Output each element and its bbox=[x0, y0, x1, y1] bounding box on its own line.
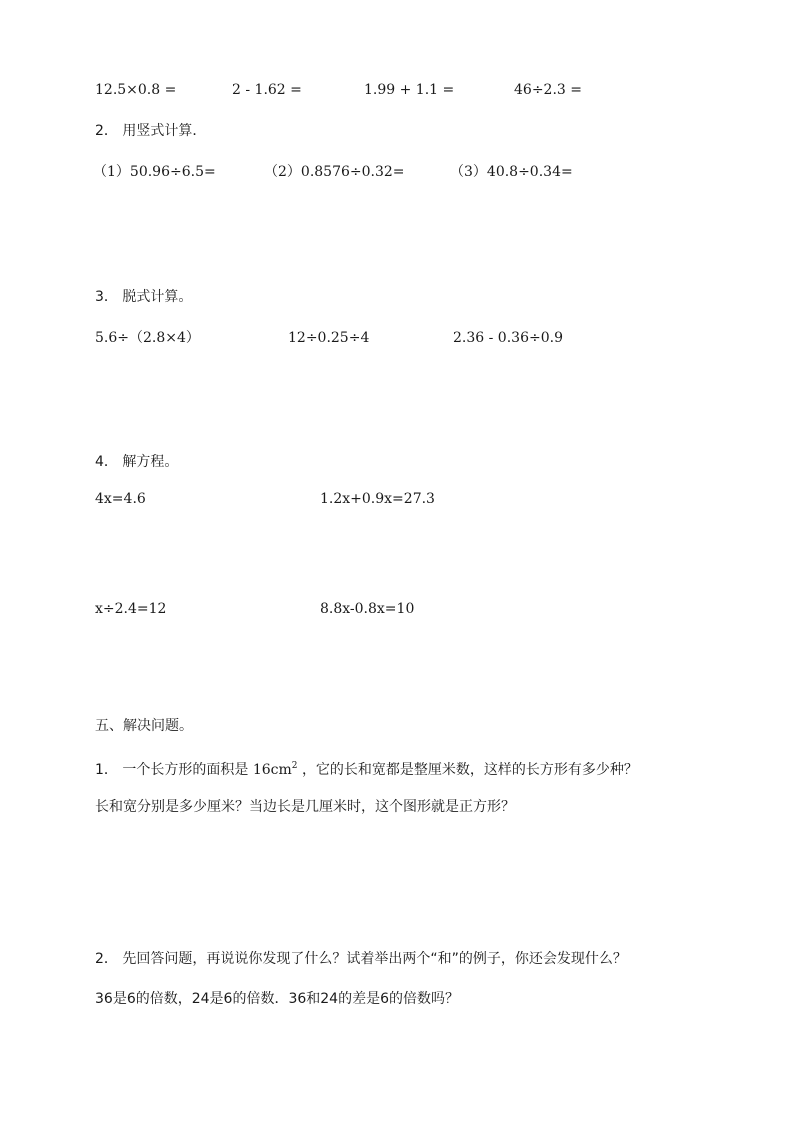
q2-heading: 2． 用竖式计算． bbox=[95, 123, 207, 139]
expr-12.5x0.8: 12.5×0.8 = bbox=[95, 82, 177, 98]
expr-2-1.62: 2 - 1.62 = bbox=[232, 82, 302, 98]
q3-item-1: 5.6÷（2.8×4） bbox=[95, 330, 200, 346]
problem-1-suffix: ，它的长和宽都是整厘米数，这样的长方形有多少种？ bbox=[301, 762, 638, 778]
problem-1-prefix: 1． 一个长方形的面积是 bbox=[95, 762, 249, 778]
q2-item-3: （3）40.8÷0.34= bbox=[450, 164, 573, 180]
q2-item-1: （1）50.96÷6.5= bbox=[93, 164, 216, 180]
problem-1-line-2: 长和宽分别是多少厘米？当边长是几厘米时，这个图形就是正方形？ bbox=[95, 799, 515, 815]
q2-item-2: （2）0.8576÷0.32= bbox=[264, 164, 405, 180]
q4-eq-1: 4x=4.6 bbox=[95, 491, 146, 507]
problem-1-area: $16cm^2$ bbox=[252, 761, 298, 778]
q3-item-3: 2.36 - 0.36÷0.9 bbox=[453, 330, 563, 346]
q3-heading: 3． 脱式计算。 bbox=[95, 289, 193, 305]
problem-1-line-1 bbox=[95, 757, 638, 779]
section5-heading: 五、解决问题。 bbox=[95, 718, 193, 734]
q4-eq-2: 1.2x+0.9x=27.3 bbox=[320, 491, 435, 507]
problem-2-line-1: 2． 先回答问题，再说说你发现了什么？试着举出两个“和”的例子，你还会发现什么？ bbox=[95, 951, 627, 967]
q3-item-2: 12÷0.25÷4 bbox=[288, 330, 370, 346]
q4-heading: 4． 解方程。 bbox=[95, 454, 179, 470]
q4-eq-4: 8.8x-0.8x=10 bbox=[320, 601, 415, 617]
expr-46div2.3: 46÷2.3 = bbox=[514, 82, 582, 98]
problem-2-line-2: 36是6的倍数，24是6的倍数．36和24的差是6的倍数吗？ bbox=[95, 991, 459, 1007]
q4-eq-3: x÷2.4=12 bbox=[95, 601, 167, 617]
expr-1.99+1.1: 1.99 + 1.1 = bbox=[364, 82, 455, 98]
